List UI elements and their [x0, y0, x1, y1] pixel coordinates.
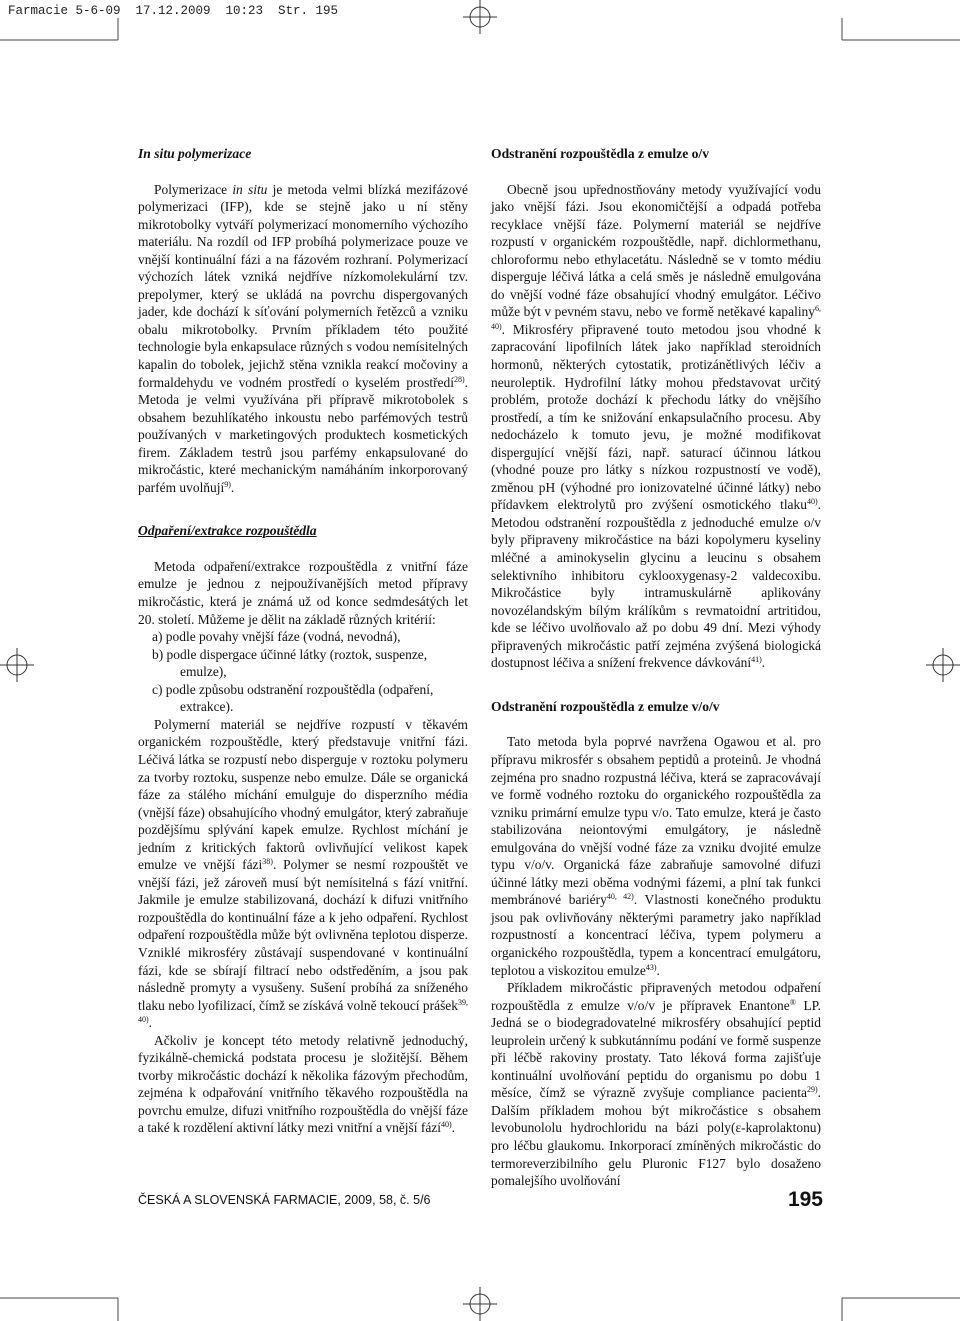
paragraph-examples: Příkladem mikročástic připravených metodou odpaření rozpouštědla z emulze v/o/v je přípravek Enantone® LP. Jedná se o biodegradovatelné mikrosféry obsahující peptid leuprolein určený k subkutánnímu podání ve formě suspenze při léčbě rakoviny prostaty. Tato léková forma zajišťuje kontinuální uvolňování peptidu do organismu po dobu 1 měsíce, čímž se výrazně zvyšuje compliance pacienta$^{29)}$. Dalším příkladem mohou být mikročástice s obsahem levobunololu hydrochloridu na bázi poly(ε-kaprolaktonu) pro léčbu glaukomu. Inkorporací zmíněných mikročástic do termoreverzibilního gelu Pluronic F127 bylo dosaženo pomalejšího uvolňování — [491, 980, 821, 1189]
registration-mark-top — [463, 0, 497, 34]
left-column — [138, 145, 468, 1137]
citation: 39, 40) — [138, 997, 468, 1025]
list-item: c) podle způsobu odstranění rozpouštědla (odpaření, extrakce). — [152, 681, 434, 715]
citation: 41) — [751, 655, 762, 665]
section-heading-ov: Odstranění rozpouštědla z emulze o/v — [491, 146, 709, 161]
registration-mark-left — [0, 648, 34, 682]
print-slug: Farmacie 5-6-09 17.12.2009 10:23 Str. 195 — [8, 4, 339, 18]
citation: 38) — [262, 857, 273, 867]
paragraph-procedure: Polymerní materiál se nejdříve rozpustí v těkavém organickém rozpouštědle, který představuje vnitřní fázi. Léčivá látka se rozpustí nebo disperguje v roztoku polymeru za tvorby roztoku, suspenze nebo emulze. Dále se organická fáze za stálého míchání emulguje do disperzního média (vnější fáze) obsahujícího vhodný emulgátor, který zabraňuje pozdějšímu splývání kapek emulze. Rychlost míchání je jedním z kritických faktorů ovlivňující velikost kapek emulze ve vnější fázi$^{38)}$. Polymer se nesmí rozpouštět ve vnější fázi, jež zároveň musí být nemísitelná s fází vnitřní. Jakmile je emulze stabilizovaná, dochází k difuzi vnitřního rozpouštědla do kontinuální fáze a k jeho odpaření. Rychlost odpaření rozpouštědla může být ovlivněna teplotou disperze. Vzniklé mikrosféry zůstávají suspendované v kontinuální fázi, kde se sbírají filtrací nebo odstředěním, a jsou pak následně promyty a vysušeny. Sušení probíhá za sníženého tlaku nebo lyofilizací, čímž se získává volně tekoucí prášek$^{39, 40)}$. — [138, 716, 469, 1031]
citation: 28) — [453, 374, 465, 384]
crop-mark-bottom-right — [840, 1270, 960, 1321]
list-item: a) podle povahy vnější fáze (vodná, nevodná), — [152, 629, 401, 645]
page-number: 195 — [787, 1188, 823, 1211]
paragraph-physicochemical: Ačkoliv je koncept této metody relativně jednoduchý, fyzikálně-chemická podstata procesu je složitější. Během tvorby mikročástic dochází k několika fázovým přechodům, zejména k odpařování vnitřního těkavého rozpouštědla na povrchu emulze, difuzi vnitřního rozpouštědla do vnější fáze a také k rozdělení aktivní látky mezi vnitřní a vnější fází$^{40)}$. — [138, 1032, 468, 1136]
registered-mark: ® — [789, 997, 796, 1007]
paragraph-method-intro: Metoda odpaření/extrakce rozpouštědla z vnitřní fáze emulze je jednou z nejpoužívanějších metod přípravy mikročástic, která je známá už od konce sedmdesátých let 20. století. Můžeme je dělit na základě různých kritérií: — [138, 558, 468, 627]
citation: 9) — [224, 479, 231, 489]
journal-citation: ČESKÁ A SLOVENSKÁ FARMACIE, 2009, 58, č. 5/6 — [138, 1193, 431, 1207]
registration-mark-right — [926, 648, 960, 682]
citation: 40) — [440, 1120, 452, 1130]
crop-mark-top-right — [840, 18, 960, 98]
paragraph-in-situ: Polymerizace in situ je metoda velmi blízká mezifázové polymerizaci (IFP), kde se stejně jako u ní stěny mikrotobolky vytváří polymerizací monomerního výchozího materiálu. Na rozdíl od IFP probíhá polymerizace pouze ve vnější kontinuální fázi a na fázovém rozhraní. Polymerizací výchozích látek vzniká nejdříve nízkomolekulární tzv. prepolymer, který se ukládá na povrchu dispergovaných jader, kde dochází k síťování polymerních řetězců a vzniku obalu mikrotobolky. Prvním příkladem této použité technologie byla enkapsulace různých s vodou nemísitelných kapalin do tobolek, jejichž stěna vznikla reakcí močoviny a formaldehydu ve vodném prostředí o kyselém prostředí$^{28)}$. Metoda je velmi využívána při přípravě mikrotobolek s obsahem bezuhlíkatého inkoustu nebo parfémových testrů používaných v marketingových produktech kosmetických firem. Základem testrů jsou parfémy enkapsulované do mikročástic, které mechanickým namáháním inkorporovaný parfém uvolňují$^{9)}$. — [138, 181, 468, 495]
crop-mark-bottom-left — [0, 1270, 120, 1321]
section-heading-evaporation: Odpaření/extrakce rozpouštědla — [138, 523, 317, 539]
crop-mark-top-left — [0, 18, 120, 98]
citation: 40) — [806, 497, 818, 507]
paragraph-vov: Tato metoda byla poprvé navržena Ogawou et al. pro přípravu mikrosfér s obsahem peptidů a proteinů. Je vhodná zejména pro snadno rozpustná léčiva, která se zapracovávají ve formě vodného roztoku do organického rozpouštědla za vzniku primární emulze typu v/o. Tato emulze, která je často stabilizována neiontovými emulgátory, je následně emulgována do vnější vodné fáze za vzniku dvojité emulze typu v/o/v. Organická fáze zabraňuje samovolné difuzi účinné látky mezi oběma vodnými fázemi, a plní tak funkci membránové bariéry$^{40, 42)}$. Vlastnosti konečného produktu jsou pak ovlivňovány některými parametry jako například rozpustností a koncentrací léčiva, typem polymeru a organického rozpouštědla, typem a koncentrací emulgátoru, teplotou a viskozitou emulze$^{43)}$. — [491, 734, 821, 978]
paragraph-ov: Obecně jsou upřednostňovány metody využívající vodu jako vnější fázi. Jsou ekonomičtější a odpadá potřeba recyklace vnější fáze. Polymerní materiál se nejdříve rozpustí v organickém rozpouštědle, např. dichlormethanu, chloroformu nebo ethylacetátu. Následně se v tomto médiu disperguje léčivá látka a celá směs je následně emulgována do vnější vodné fáze obsahující vhodný emulgátor. Léčivo může být v pevném stavu, nebo ve formě netěkavé kapaliny$^{6, 40)}$. Mikrosféry připravené touto metodou jsou vhodné k zapracování lipofilních látek jako například steroidních hormonů, některých cytostatik, protizánětlivých léčiv a neuroleptik. Hydrofilní látky mohou představovat určitý problém, protože dochází k přechodu látky do vnějšího prostředí, a tím ke snižování enkapsulačního procesu. Aby nedocházelo k tomuto jevu, je možné modifikovat dispergující vnější fázi, např. saturací účinnou látkou (vhodné pouze pro látky s nízkou rozpustností ve vodě), změnou pH (výhodné pro ionizovatelné účinné látky) nebo přídavkem elektrolytů pro zvýšení osmotického tlaku$^{40)}$. Metodou odstranění rozpouštědla z jednoduché emulze o/v byly připraveny mikročástice na bázi kopolymeru kyseliny mléčné a aminokyselin glycinu a leucinu s obsahem selektivního inhibitoru cyklooxygenasy-2 valdecoxibu. Mikročástice byly intramuskulárně aplikovány novozélandským bílým králíkům s revmatoidní artritidou, kde se léčivo uvolňovalo až po dobu 49 dní. Mezi výhody připravených mikročástic patří zejména zvýšená biologická dostupnost léčiva a snížení frekvence dávkování$^{41)}$. — [491, 181, 821, 671]
citation: 40, 42) — [606, 892, 634, 902]
section-heading-vov: Odstranění rozpouštědla z emulze v/o/v — [491, 698, 720, 714]
registration-mark-bottom — [463, 1287, 497, 1321]
list-item: b) podle dispergace účinné látky (roztok, suspenze, emulze), — [152, 646, 428, 680]
citation: 43) — [645, 962, 657, 972]
citation: 6, 40) — [491, 304, 821, 331]
right-column — [491, 145, 821, 1190]
citation: 29) — [806, 1085, 818, 1095]
criteria-list — [138, 628, 468, 716]
section-heading-in-situ: In situ polymerizace — [138, 146, 252, 161]
